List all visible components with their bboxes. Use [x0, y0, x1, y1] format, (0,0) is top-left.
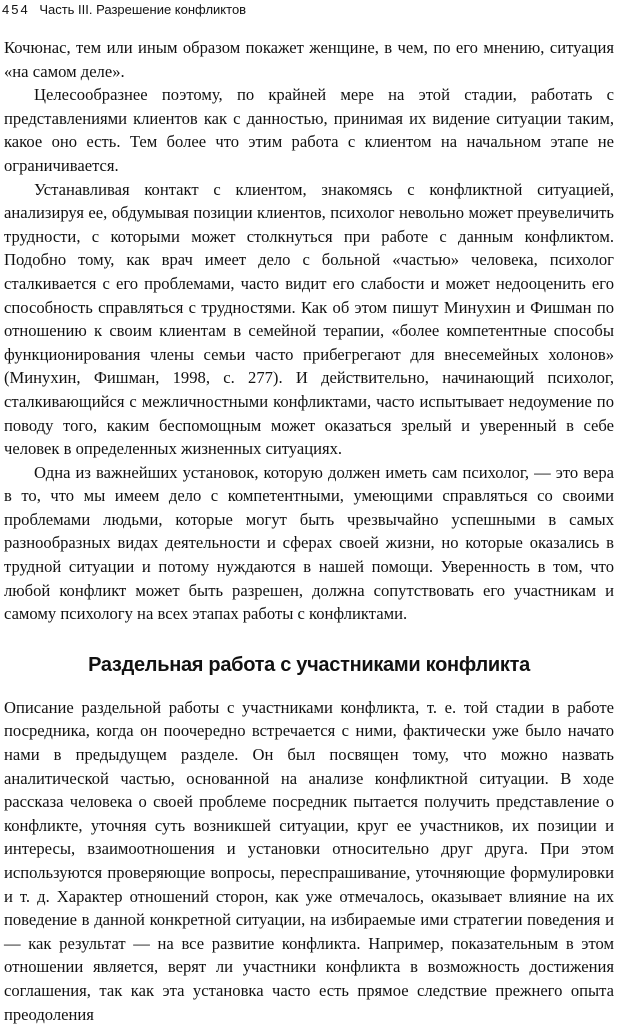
body-paragraph: Устанавливая контакт с клиентом, знакомясь с конфликтной ситуацией, анализируя ее, обдумывая позиции клиентов, психолог невольно может преувеличить трудности, с которыми может столкнуться при работе с данным конфликтом. Подобно тому, как врач имеет дело с больной «частью» человека, психолог сталкивается с его проблемами, часто видит его слабости и может недооценить его способность справляться с трудностями. Как об этом пишут Минухин и Фишман по отношению к своим клиентам в семейной терапии, «более компетентные способы функционирования члены семьи часто прибегрегают для внесемейных холонов» (Минухин, Фишман, 1998, с. 277). И действительно, начинающий психолог, сталкивающийся с межличностными конфликтами, часто испытывает недоумение по поводу того, каким беспомощным может оказаться зрелый и уверенный в себе человек в определенных жизненных ситуациях. — [4, 179, 614, 459]
body-paragraph: Описание раздельной работы с участниками конфликта, т. е. той стадии в работе посредника, когда он поочередно встречается с ними, фактически уже было начато нами в предыдущем разделе. Он был посвящен тому, что можно назвать аналитической частью, основанной на анализе конфликтной ситуации. В ходе рассказа человека о своей проблеме посредник пытается получить представление о конфликте, уточняя суть возникшей ситуации, круг ее участников, их позиции и интересы, взаимоотношения и установки относительно друг друга. При этом используются проверяющие вопросы, переспрашивание, уточняющие формулировки и т. д. Характер отношений сторон, как уже отмечалось, оказывает влияние на их поведение в данной конкретной ситуации, на избираемые ими стратегии поведения и — как результат — на все развитие конфликта. Например, показательным в этом отношении является, верят ли участники конфликта в возможность достижения соглашения, так как эта установка часто есть прямое следствие прежнего опыта преодоления — [4, 697, 614, 1024]
body-paragraph: Кочюнас, тем или иным образом покажет женщине, в чем, по его мнению, ситуация «на самом деле». — [4, 38, 614, 81]
page-number: 454 — [2, 2, 30, 17]
running-head — [2, 2, 612, 20]
section-heading: Раздельная работа с участниками конфликта — [88, 653, 530, 676]
body-paragraph: Целесообразнее поэтому, по крайней мере на этой стадии, работать с представлениями клиентов как с данностью, принимая их видение ситуации таким, какое оно есть. Тем более что этим работа с клиентом на начальном этапе не ограничивается. — [4, 85, 614, 175]
body-paragraph: Одна из важнейших установок, которую должен иметь сам психолог, — это вера в то, что мы имеем дело с компетентными, умеющими справляться со своими проблемами людьми, которые могут быть чрезвычайно успешными в самых разнообразных видах деятельности и сферах своей жизни, но которые оказались в трудной ситуации и потому нуждаются в нашей помощи. Уверенность в том, что любой конфликт может быть разрешен, должна сопутствовать его участникам и самому психологу на всех этапах работы с конфликтами. — [4, 462, 614, 624]
page-body — [4, 36, 614, 1026]
part-title: Часть III. Разрешение конфликтов — [39, 2, 247, 17]
